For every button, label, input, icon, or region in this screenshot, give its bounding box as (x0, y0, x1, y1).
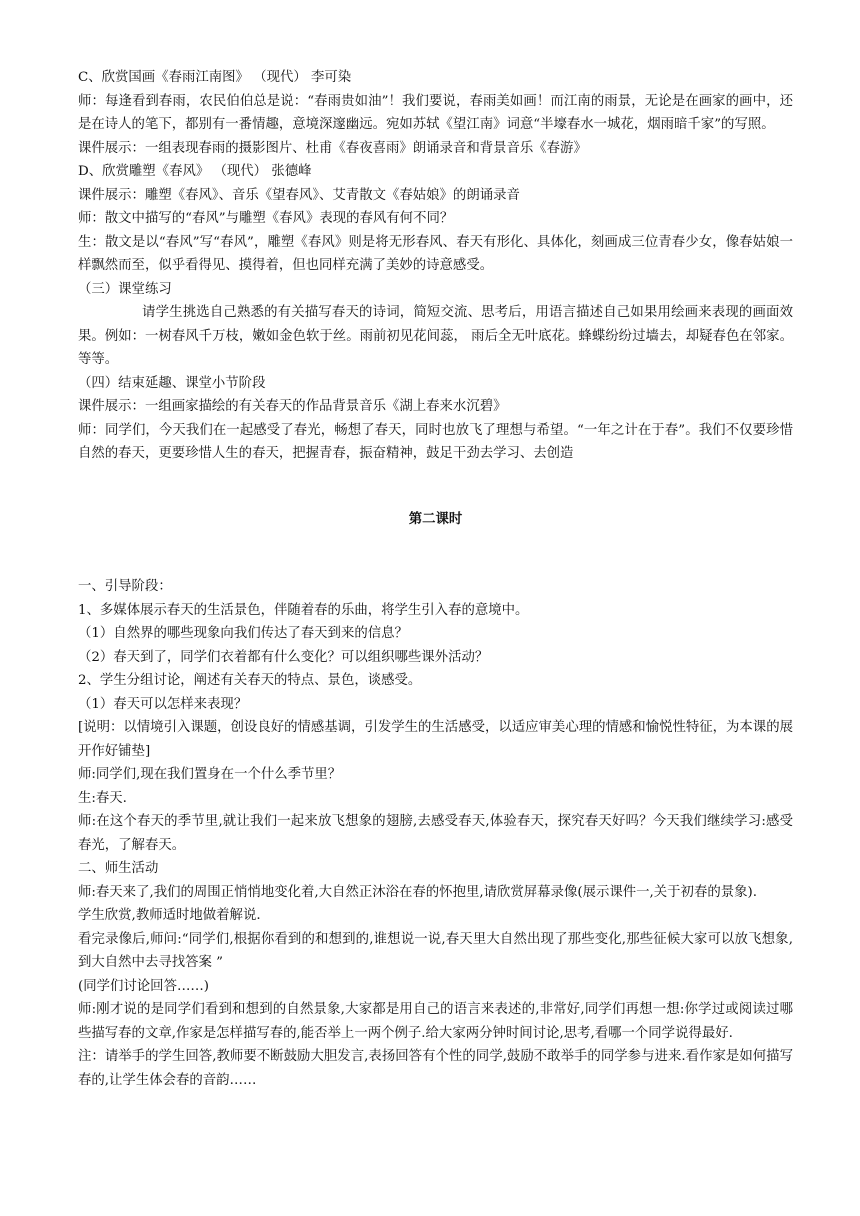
ending-teacher-paragraph: 师：同学们，今天我们在一起感受了春光，畅想了春天，同时也放飞了理想与希望。“一年之计在于春”。我们不仅要珍惜自然的春天，更要珍惜人生的春天，把握青春，振奋精神，鼓足干劲去学习、去创造 (78, 422, 793, 461)
document-page (78, 66, 793, 1092)
guide-title: 一、引导阶段： (78, 579, 172, 594)
ending-title: （四）结束延趣、课堂小节阶段 (78, 375, 266, 391)
section-d-student-answer: 生：散文是以“春风”写“春风”，雕塑《春风》则是将无形春风、春天有形化、具体化，刻画成三位青春少女，像春姑娘一样飘然而至，似乎看得见、摸得着，但也同样充满了美妙的诗意感受。 (78, 234, 793, 273)
teacher-line-3: 师:春天来了,我们的周围正悄悄地变化着,大自然正沐浴在春的怀抱里,请欣赏屏幕录像(展示课件一,关于初春的景象). (78, 884, 757, 900)
ending-courseware: 课件展示：一组画家描绘的有关春天的作品背景音乐《湖上春来水沉碧》 (78, 399, 507, 414)
section-c-title: C、欣赏国画《春雨江南图》 （现代） 李可染 (78, 70, 352, 85)
section-c-teacher-paragraph: 师：每逢看到春雨，农民伯伯总是说：“春雨贵如油”！我们要说，春雨美如画！而江南的雨景，无论是在画家的画中，还是在诗人的笔下，都别有一番情趣，意境深邃幽远。宛如苏轼《望江南》词意“半壕春水一城花，烟雨暗千家”的写照。 (78, 93, 793, 132)
guide-item-1: 1、多媒体展示春天的生活景色，伴随着春的乐曲，将学生引入春的意境中。 (78, 602, 529, 618)
guide-item-2-question-1: （1）春天可以怎样来表现？ (78, 696, 248, 712)
lesson-heading: 第二课时 (408, 510, 463, 527)
practice-body: 请学生挑选自己熟悉的有关描写春天的诗词，简短交流、思考后，用语言描述自己如果用绘画来表现的画面效果。例如：一树春风千万枝，嫩如金色软于丝。雨前初见花间蕊， 雨后全无叶底花。蜂蝶纷纷过墙去，却疑春色在邻家。等等。 (78, 305, 793, 367)
note-paragraph: 注：请举手的学生回答,教师要不断鼓励大胆发言,表扬回答有个性的同学,鼓励不敢举手的同学参与进来.看作家是如何描写春的,让学生体会春的音韵…… (78, 1049, 793, 1088)
activity-title: 二、师生活动 (78, 861, 159, 876)
section-d-title: D、欣赏雕塑《春风》 （现代） 张德峰 (78, 164, 312, 179)
teacher-line-2: 师:在这个春天的季节里,就让我们一起来放飞想象的翅膀,去感受春天,体验春天，探究春天好吗？今天我们继续学习:感受春光，了解春天。 (78, 814, 793, 853)
teacher-line-1: 师:同学们,现在我们置身在一个什么季节里？ (78, 767, 342, 782)
guide-note: [说明：以情境引入课题，创设良好的情感基调，引发学生的生活感受，以适应审美心理的情感和愉悦性特征，为本课的展开作好铺垫] (78, 720, 793, 759)
section-d-courseware: 课件展示：雕塑《春风》、音乐《望春风》、艾青散文《春姑娘》的朗诵录音 (78, 187, 520, 203)
section-c-courseware: 课件展示：一组表现春雨的摄影图片、杜甫《春夜喜雨》朗诵录音和背景音乐《春游》 (78, 140, 587, 156)
practice-title: （三）课堂练习 (78, 281, 172, 297)
discussion-line: (同学们讨论回答……) (78, 978, 209, 994)
teacher-line-5: 师:刚才说的是同学们看到和想到的自然景象,大家都是用自己的语言来表述的,非常好,同学们再想一想:你学过或阅读过哪些描写春的文章,作家是怎样描写春的,能否举上一两个例子.给大家两分钟时间讨论,思考,看哪一个同学说得最好. (78, 1002, 793, 1041)
student-line-1: 生:春天. (78, 790, 127, 806)
guide-item-2: 2、学生分组讨论，阐述有关春天的特点、景色，谈感受。 (78, 673, 422, 688)
guide-item-1-question-1: （1）自然界的哪些现象向我们传达了春天到来的信息？ (78, 626, 408, 641)
student-watch-line: 学生欣赏,教师适时地做着解说. (78, 908, 261, 923)
teacher-line-4: 看完录像后,师问:“同学们,根据你看到的和想到的,谁想说一说,春天里大自然出现了那些变化,那些征候大家可以放飞想象,到大自然中去寻找答案 ” (78, 931, 793, 970)
guide-item-1-question-2: （2）春天到了，同学们衣着都有什么变化？可以组织哪些课外活动？ (78, 649, 489, 665)
section-d-teacher-question: 师：散文中描写的“春风”与雕塑《春风》表现的春风有何不同？ (78, 211, 454, 226)
